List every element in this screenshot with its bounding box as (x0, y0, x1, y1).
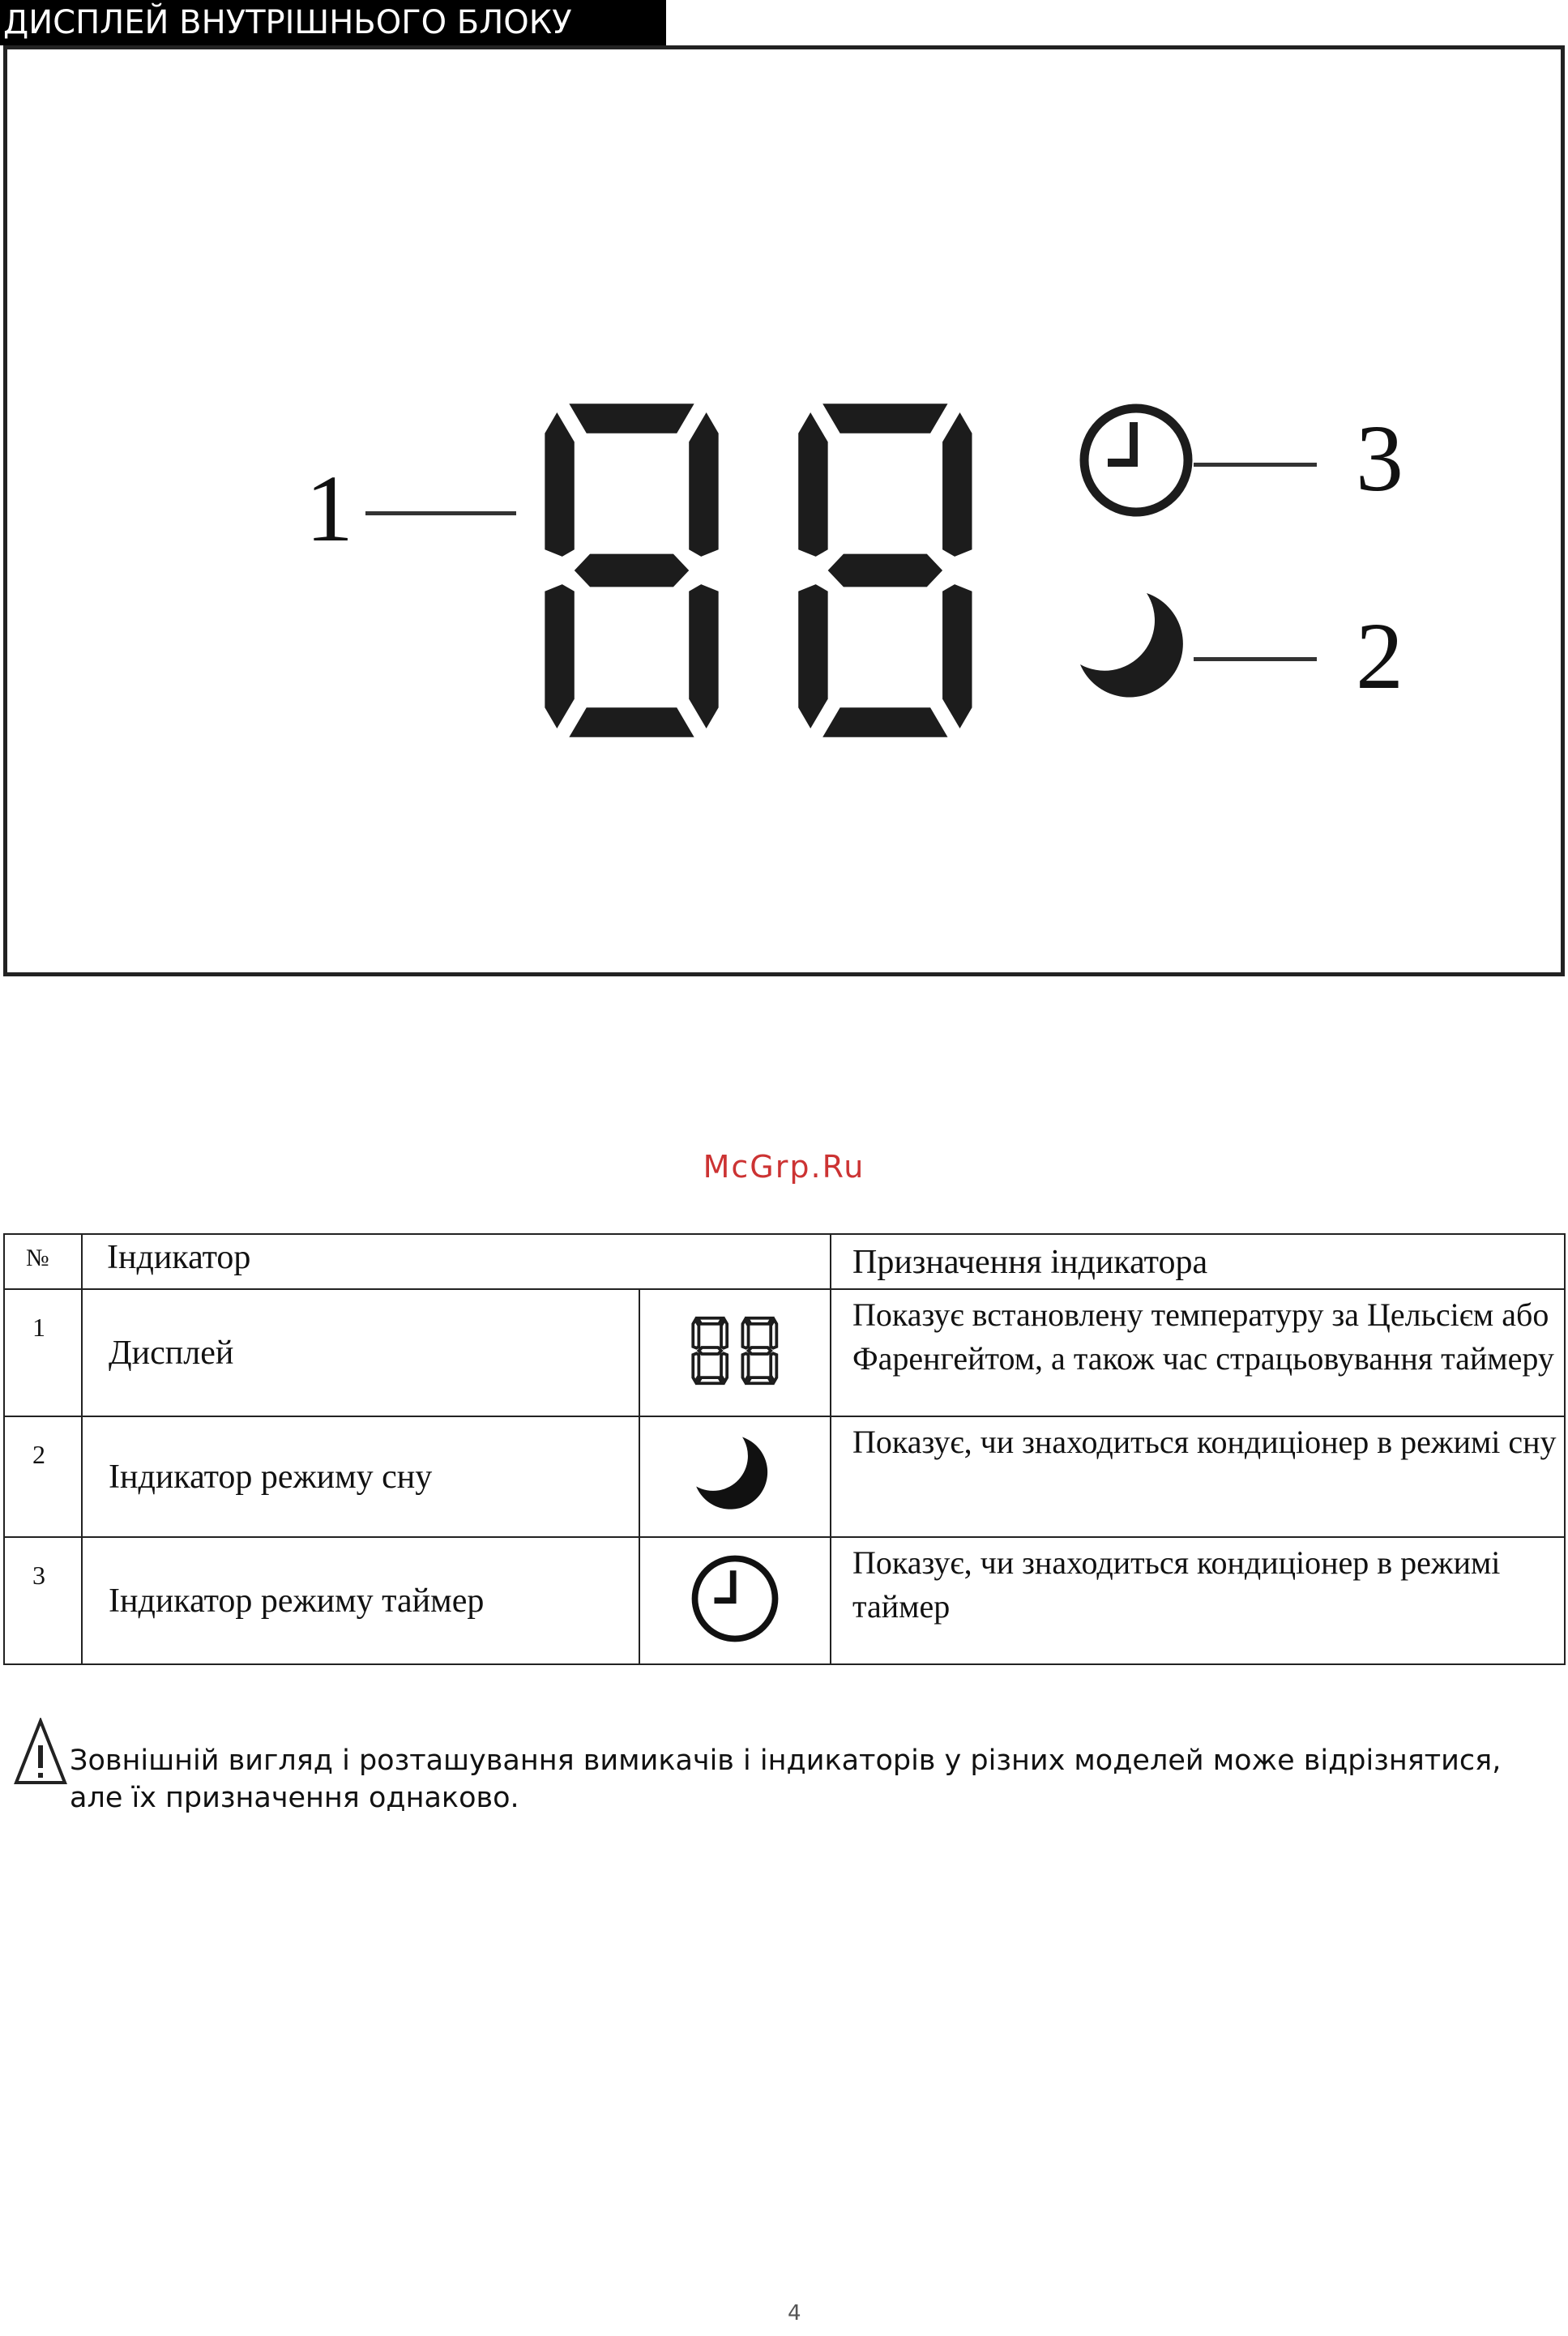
seven-segment-display (536, 388, 982, 753)
table-row (4, 1537, 1565, 1664)
callout-3: 3 (1356, 405, 1404, 511)
row-number: 1 (4, 1289, 82, 1416)
row-description: Показує, чи знаходиться кондиціонер в режимі таймер (831, 1537, 1565, 1664)
callout-2: 2 (1356, 603, 1404, 709)
header-indicator: Індикатор (82, 1234, 831, 1289)
header-purpose: Призначення індикатора (831, 1234, 1565, 1289)
row-number: 3 (4, 1537, 82, 1664)
section-title: ДИСПЛЕЙ ВНУТРІШНЬОГО БЛОКУ (3, 4, 572, 41)
page-number: 4 (788, 2301, 801, 2325)
row-name: Індикатор режиму сну (82, 1416, 639, 1537)
display-figure (3, 45, 1565, 976)
row-description: Показує встановлену температуру за Цельсієм або Фаренгейтом, а також час страцьовування таймеру (831, 1289, 1565, 1416)
note-text: Зовнішній вигляд і розташування вимикачів і індикаторів у різних моделей може відрізнятися, але їх призначення однаково. (70, 1745, 1502, 1814)
section-header (0, 0, 666, 45)
warning-icon (13, 1718, 68, 1786)
timer-clock-icon (1075, 399, 1197, 521)
row-name: Дисплей (82, 1289, 639, 1416)
header-number: № (4, 1234, 82, 1289)
callout-2-line (1194, 657, 1317, 661)
callout-1: 1 (305, 455, 353, 562)
table-row (4, 1416, 1565, 1537)
clock-icon (639, 1537, 831, 1664)
row-description: Показує, чи знаходиться кондиціонер в режимі сну (831, 1416, 1565, 1537)
callout-1-line (365, 511, 516, 515)
moon-icon (639, 1416, 831, 1537)
sleep-moon-icon (1075, 587, 1197, 708)
watermark: McGrp.Ru (703, 1149, 865, 1185)
row-number: 2 (4, 1416, 82, 1537)
seven-segment-88-icon (639, 1289, 831, 1416)
indicator-table (3, 1233, 1566, 1665)
table-header-row (4, 1234, 1565, 1289)
callout-3-line (1194, 463, 1317, 467)
table-row (4, 1289, 1565, 1416)
row-name: Індикатор режиму таймер (82, 1537, 639, 1664)
